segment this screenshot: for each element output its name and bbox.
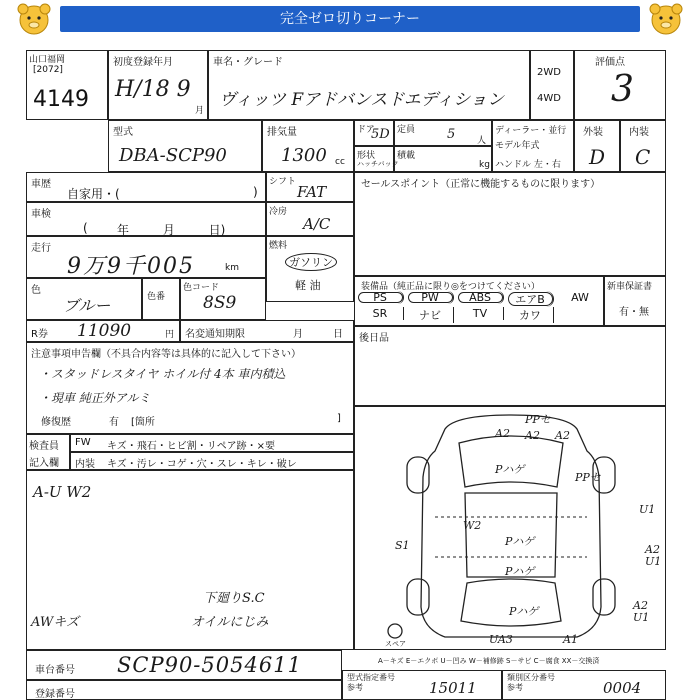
usage-label: 車歴 bbox=[31, 179, 51, 190]
inspector-row2-text: キズ・汚レ・コゲ・穴・スレ・キレ・破レ bbox=[107, 459, 297, 470]
color-label: 色 bbox=[31, 285, 41, 296]
model-label: 車名・グレード bbox=[213, 57, 283, 68]
inventory-cell bbox=[26, 680, 342, 700]
class-sub: 参考 bbox=[507, 683, 523, 692]
mark-pholes-rear: Pハゲ bbox=[505, 565, 535, 578]
aircon-cell bbox=[266, 202, 354, 236]
doors-cell bbox=[354, 120, 394, 146]
bear-mascot-icon bbox=[14, 2, 54, 38]
model-cell bbox=[208, 50, 530, 120]
usage-value: 自家用・( bbox=[67, 187, 120, 201]
doors-value: 5D bbox=[371, 127, 390, 142]
aircon-value: A/C bbox=[303, 215, 331, 233]
inspector-handwriting: A-U W2 bbox=[33, 483, 92, 501]
capacity-label: 定員 bbox=[397, 125, 416, 135]
recycle-value: 11090 bbox=[77, 321, 132, 341]
first-reg-label: 初度登録年月 bbox=[113, 57, 173, 68]
model-value: ヴィッツ Fアドバンスドエディション bbox=[219, 90, 504, 110]
handle-label: ハンドル 左・右 bbox=[495, 160, 561, 170]
mark-a2-2: A2 bbox=[525, 429, 540, 442]
oil-leak-note: オイルにじみ bbox=[191, 615, 269, 630]
capacity-cell bbox=[394, 120, 492, 146]
inspector-row-1 bbox=[70, 434, 354, 452]
chassis-label: 車台番号 bbox=[35, 665, 75, 676]
damage-diagram bbox=[354, 406, 666, 650]
equipment-item: ナビ bbox=[407, 307, 454, 323]
drive-2wd: 2WD bbox=[537, 67, 561, 78]
interior-cell bbox=[620, 120, 666, 172]
repair-place: [箇所 bbox=[131, 417, 155, 428]
notes-line1: ・スタッドレスタイヤ ホイル付 4本 車内積込 bbox=[39, 367, 286, 381]
mark-a2-rear: A2 bbox=[633, 599, 648, 612]
aw-scratch-note: AWキズ bbox=[31, 615, 79, 630]
equipment-item: PW bbox=[407, 291, 454, 304]
shape-value: ハッチバック bbox=[357, 160, 399, 168]
mark-u1-right: U1 bbox=[639, 503, 656, 516]
mark-u1-rear: U1 bbox=[633, 611, 650, 624]
grade-label: 評価点 bbox=[595, 57, 625, 68]
lot-cell bbox=[26, 50, 108, 120]
spare-tire-label: スペア bbox=[385, 640, 406, 648]
capacity-value: 5 bbox=[447, 127, 456, 142]
interior-value: C bbox=[635, 145, 651, 169]
underbody-note: 下廻りS.C bbox=[203, 591, 265, 606]
drive-4wd: 4WD bbox=[537, 93, 561, 104]
mark-pholes-roof: Pハゲ bbox=[505, 535, 535, 548]
displacement-value: 1300 bbox=[281, 145, 327, 166]
displacement-cell bbox=[262, 120, 354, 172]
repair-close: ] bbox=[337, 413, 341, 424]
equipment-item: PS bbox=[357, 291, 404, 304]
mark-a2-3: A2 bbox=[555, 429, 570, 442]
type-label: 型式 bbox=[113, 127, 133, 138]
color-cell bbox=[26, 278, 142, 320]
first-reg-value: H/18 9 bbox=[115, 77, 191, 102]
color-no-cell bbox=[142, 278, 180, 320]
dealer-label: ディーラー・並行 bbox=[495, 126, 567, 136]
mileage-unit: km bbox=[225, 263, 239, 273]
usage-close: ) bbox=[253, 185, 258, 199]
recycle-label: R券 bbox=[31, 329, 48, 340]
color-code-value: 8S9 bbox=[203, 293, 237, 313]
equipment-item: ABS bbox=[457, 291, 504, 304]
new-warranty-value: 有・無 bbox=[619, 307, 649, 318]
lot-number: 4149 bbox=[33, 87, 89, 112]
equipment-item: AW bbox=[571, 291, 589, 304]
equipment-item: TV bbox=[457, 307, 504, 320]
color-code-label: 色コード bbox=[183, 283, 220, 293]
name-change-label: 名変通知期限 bbox=[185, 329, 245, 340]
shift-cell bbox=[266, 172, 354, 202]
cert-label: 型式指定番号 bbox=[347, 673, 395, 682]
equipment-item: エアB bbox=[507, 291, 554, 307]
shape-cell bbox=[354, 146, 399, 172]
inspector-label-1: 検査員 bbox=[29, 441, 59, 452]
inspector-free-area bbox=[26, 470, 354, 650]
equipment-title: 装備品（純正品に限り◎をつけてください） bbox=[361, 282, 540, 292]
notes-cell bbox=[26, 342, 354, 434]
class-label: 類別区分番号 bbox=[507, 673, 555, 682]
displacement-label: 排気量 bbox=[267, 127, 297, 138]
notes-line2: ・現車 純正外アルミ bbox=[39, 391, 151, 405]
inspector-row1-text: キズ・飛石・ヒビ割・リペア跡・×要 bbox=[107, 441, 275, 452]
fuel-cell bbox=[266, 236, 354, 302]
usage-cell bbox=[26, 172, 266, 202]
equipment-item: SR bbox=[357, 307, 404, 320]
type-value: DBA-SCP90 bbox=[119, 145, 227, 166]
mark-s1: S1 bbox=[395, 539, 410, 552]
inspection-cell bbox=[26, 202, 266, 236]
mileage-cell bbox=[26, 236, 266, 278]
auction-sheet bbox=[26, 46, 666, 700]
color-value: ブルー bbox=[63, 296, 111, 315]
mark-a1: A1 bbox=[563, 633, 578, 646]
inspector-inside: 内装 bbox=[75, 459, 95, 470]
payload-unit: kg bbox=[479, 160, 490, 170]
dealer-cell bbox=[492, 120, 574, 172]
banner bbox=[0, 0, 700, 40]
displacement-unit: cc bbox=[335, 157, 345, 167]
mark-ppse-top: PPセ bbox=[525, 413, 551, 426]
mileage-value: 9万9千005 bbox=[67, 254, 195, 279]
cert-sub: 参考 bbox=[347, 683, 363, 692]
selling-points-title: セールスポイント（正常に機能するものに限ります） bbox=[361, 179, 601, 190]
interior-label: 内装 bbox=[629, 127, 649, 138]
recycle-unit: 円 bbox=[165, 330, 175, 340]
fuel-diesel: 軽 油 bbox=[295, 279, 321, 292]
chassis-value: SCP90-5054611 bbox=[117, 653, 302, 677]
name-change-day: 日 bbox=[333, 329, 343, 340]
repair-value: 有 bbox=[109, 417, 119, 428]
capacity-unit: 人 bbox=[477, 136, 487, 146]
inspector-fw: FW bbox=[75, 437, 91, 448]
shift-value: FAT bbox=[297, 183, 327, 201]
payload-label: 積載 bbox=[397, 151, 416, 161]
mark-ppse-right: PPセ bbox=[575, 471, 601, 484]
inspection-value: 年 月 日) bbox=[117, 223, 226, 237]
rear-seat-cell bbox=[354, 326, 666, 406]
equipment-item: カワ bbox=[507, 307, 554, 323]
damage-legend: A－キズ E－エクボ U－凹み W－補修跡 S－サビ C－腐食 XX－交換済 bbox=[378, 657, 600, 665]
aircon-label: 冷房 bbox=[269, 207, 288, 217]
inspection-label: 車検 bbox=[31, 209, 51, 220]
doors-label: ドア bbox=[357, 125, 375, 135]
exterior-value: D bbox=[589, 145, 606, 169]
inspector-label-2: 記入欄 bbox=[29, 458, 59, 469]
payload-cell bbox=[394, 146, 492, 172]
bear-mascot-icon bbox=[646, 2, 686, 38]
mark-ua3: UA3 bbox=[489, 633, 513, 646]
exterior-cell bbox=[574, 120, 620, 172]
title-bar bbox=[60, 6, 640, 32]
class-cell bbox=[502, 670, 666, 700]
inspection-prefix: ( bbox=[83, 221, 88, 235]
grade-cell bbox=[574, 50, 666, 120]
mark-w2: W2 bbox=[463, 519, 482, 532]
exterior-label: 外装 bbox=[583, 127, 603, 138]
fuel-gasoline: ガソリン bbox=[285, 253, 337, 271]
rear-seat-label: 後日品 bbox=[359, 333, 389, 344]
mileage-label: 走行 bbox=[31, 243, 51, 254]
cert-value: 15011 bbox=[429, 679, 477, 697]
drive-cell bbox=[530, 50, 574, 120]
model-year-label: モデル年式 bbox=[495, 141, 540, 151]
banner-title: 完全ゼロ切りコーナー bbox=[280, 11, 420, 27]
new-warranty-label: 新車保証書 bbox=[607, 282, 653, 292]
mark-a2-1: A2 bbox=[495, 427, 510, 440]
color-code-cell bbox=[180, 278, 266, 320]
grade-value: 3 bbox=[611, 69, 634, 110]
mark-u1-right-2: U1 bbox=[645, 555, 662, 568]
mark-pholes-hood: Pハゲ bbox=[495, 463, 525, 476]
selling-points-cell bbox=[354, 172, 666, 276]
shift-label: シフト bbox=[269, 177, 297, 187]
mark-pholes-trunk: Pハゲ bbox=[509, 605, 539, 618]
name-change-cell bbox=[180, 320, 354, 342]
inventory-label: 登録番号 bbox=[35, 689, 75, 700]
type-cell bbox=[108, 120, 262, 172]
class-value: 0004 bbox=[603, 679, 642, 697]
venue-number: [2072] bbox=[33, 65, 63, 75]
equipment-cell bbox=[354, 276, 604, 326]
fuel-label: 燃料 bbox=[269, 241, 288, 251]
mark-a2-right: A2 bbox=[645, 543, 660, 556]
inspector-label-cell bbox=[26, 434, 70, 470]
cert-cell bbox=[342, 670, 502, 700]
notes-title: 注意事項申告欄（不具合内容等は具体的に記入して下さい） bbox=[31, 349, 301, 360]
venue-label: 山口福岡 bbox=[29, 55, 66, 65]
shape-label: 形状 bbox=[357, 151, 376, 161]
inspector-row-2 bbox=[70, 452, 354, 470]
recycle-cell bbox=[26, 320, 180, 342]
new-warranty-cell bbox=[604, 276, 666, 326]
first-registration-cell bbox=[108, 50, 208, 120]
month-suffix: 月 bbox=[195, 106, 205, 116]
color-no-label: 色番 bbox=[147, 292, 166, 302]
repair-label: 修復歴 bbox=[41, 417, 71, 428]
chassis-cell bbox=[26, 650, 342, 680]
name-change-month: 月 bbox=[293, 329, 303, 340]
